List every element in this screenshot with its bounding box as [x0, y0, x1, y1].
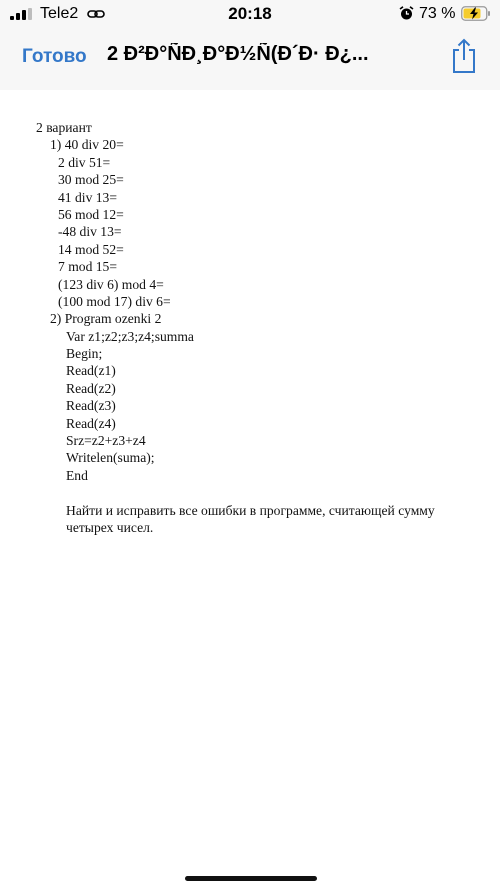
document-viewer[interactable] — [0, 90, 500, 889]
task-1-label: 1) 40 div 20= — [50, 137, 124, 153]
expression-line: (123 div 6) mod 4= — [58, 276, 164, 292]
expression-line: 41 div 13= — [58, 189, 118, 205]
done-button[interactable]: Готово — [22, 46, 87, 67]
share-icon[interactable] — [450, 38, 478, 74]
expression-line: 56 mod 12= — [58, 206, 124, 222]
program-line: Read(z3) — [66, 398, 116, 414]
instruction-paragraph: Найти и исправить все ошибки в программе, считающей сумму четырех чисел. — [66, 502, 435, 535]
program-line: Read(z1) — [66, 363, 116, 379]
program-line: Writelen(suma); — [66, 450, 155, 466]
status-bar — [0, 0, 500, 28]
program-line: Srz=z2+z3+z4 — [66, 433, 146, 449]
expression-line: 14 mod 52= — [58, 241, 124, 257]
program-line: Begin; — [66, 346, 103, 362]
expression-line: 7 mod 15= — [58, 259, 118, 275]
battery-charging-icon — [461, 6, 491, 21]
alarm-clock-icon — [399, 6, 414, 21]
program-line: Read(z4) — [66, 415, 116, 431]
clock: 20:18 — [228, 4, 272, 23]
program-line: End — [66, 467, 88, 483]
navigation-bar — [0, 28, 500, 91]
expression-line: 30 mod 25= — [58, 172, 124, 188]
program-line: Var z1;z2;z3;z4;summa — [66, 328, 194, 344]
program-line: Read(z2) — [66, 380, 116, 396]
document-title: 2 Ð²Ð°ÑÐ¸Ð°Ð½Ñ(Ð´Ð· Ð¿... — [107, 43, 369, 65]
expression-line: 2 div 51= — [58, 154, 111, 170]
document-text — [36, 119, 476, 536]
battery-percentage: 73 % — [419, 5, 456, 22]
carrier-name: Tele2 — [40, 5, 79, 22]
home-indicator[interactable] — [185, 876, 317, 881]
variant-heading: 2 вариант — [36, 120, 92, 135]
task-2-label: 2) Program ozenki 2 — [50, 311, 162, 327]
blank-line — [36, 484, 476, 501]
expression-line: -48 div 13= — [58, 224, 122, 240]
expression-line: (100 mod 17) div 6= — [58, 293, 171, 309]
